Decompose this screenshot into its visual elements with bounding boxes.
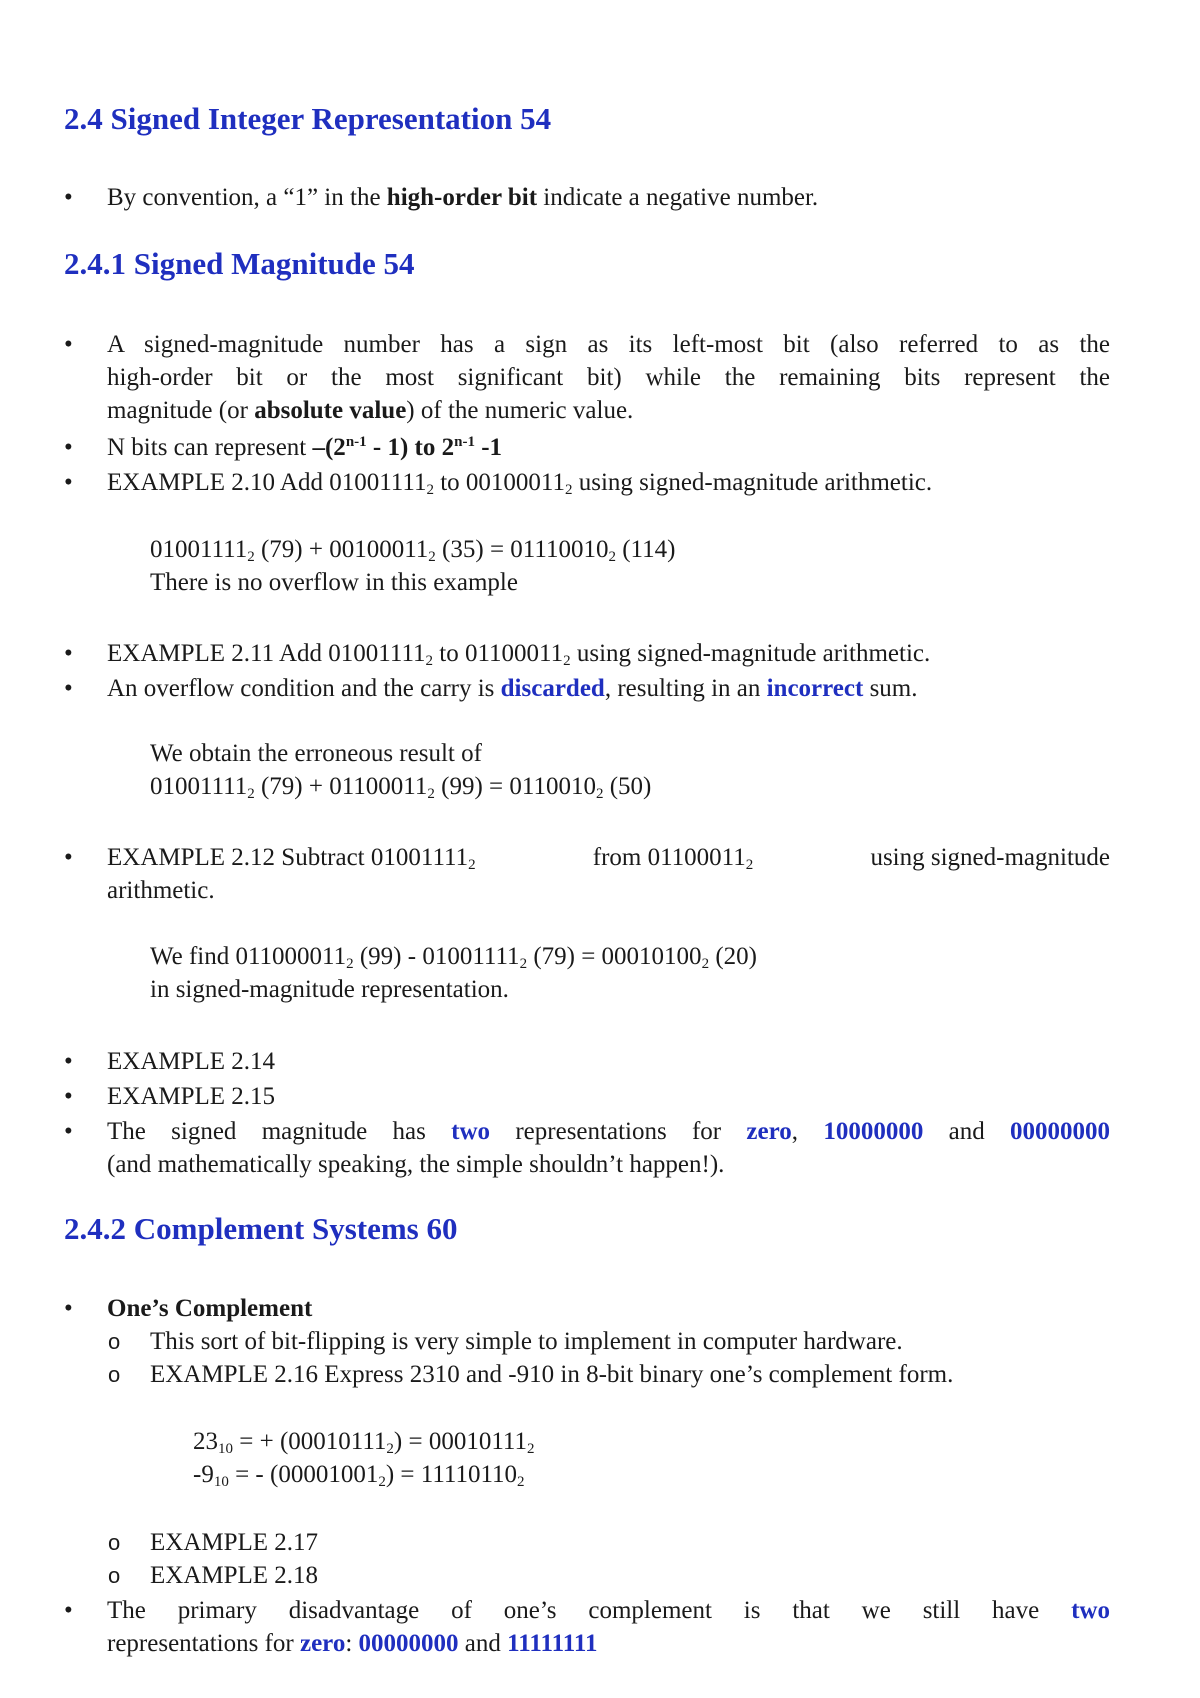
heading-2-4-2: 2.4.2 Complement Systems 60 [64,1211,458,1246]
heading-2-4: 2.4 Signed Integer Representation 54 [64,101,552,136]
sub-bullet: o [108,1329,121,1354]
sm-definition-line-3: magnitude (or absolute value) of the numeric value. [107,397,634,424]
disadvantage-line-2: representations for zero: 00000000 and 11111111 [107,1630,598,1657]
bullet: • [64,1118,73,1145]
sm-definition-line-2: high-order bit or the most significant bit) while the remaining bits represent the [107,364,1110,391]
bullet: • [64,675,73,702]
bullet: • [64,1083,73,1110]
example-2-15: EXAMPLE 2.15 [107,1083,276,1110]
erroneous-line-1: We obtain the erroneous result of [150,740,482,767]
ones-complement-title: One’s Complement [107,1295,313,1322]
erroneous-calc: $01001111_2$ $(79) + 01100011_2$ $(99) = 0110010_2$ (50) [150,773,652,802]
ones-bit-flipping: This sort of bit-flipping is very simple to implement in computer hardware. [150,1328,903,1355]
bullet: • [64,1048,73,1075]
bullet: • [64,184,73,211]
sm-definition-line-1: A signed-magnitude number has a sign as its left-most bit (also referred to as the [107,331,1110,358]
bullet: • [64,331,73,358]
example-2-14: EXAMPLE 2.14 [107,1048,276,1075]
example-2-11-text: EXAMPLE 2.11 Add $01001111_2$ to $01100011_2$ using signed-magnitude arithmetic. [107,640,931,669]
two-zeros-line-2: (and mathematically speaking, the simple shouldn’t happen!). [107,1151,725,1178]
bullet: • [64,434,73,461]
example-2-10-calc: $01001111_2$ $(79) + 00100011_2$ $(35) = 01110010_2$ (114) [150,536,676,565]
bullet: • [64,1597,73,1624]
example-2-16-text: EXAMPLE 2.16 Express 2310 and -910 in 8-bit binary one’s complement form. [150,1361,954,1388]
example-2-12-line-2: arithmetic. [107,877,215,904]
example-2-16-calc-1: $23_{10}$ = + $(00010111_2) = 00010111_2$ [193,1428,535,1457]
example-2-10-text: EXAMPLE 2.10 Add $01001111_2$ to $00100011_2$ using signed-magnitude arithmetic. [107,469,933,498]
sub-bullet: o [108,1362,121,1387]
convention-text: By convention, a “1” in the high-order bit indicate a negative number. [107,184,819,211]
example-2-10-note: There is no overflow in this example [150,569,518,596]
example-2-16-calc-2: $-9_{10}$ = - $(00001001_2) = 11110110_2$ [193,1461,525,1490]
overflow-text: An overflow condition and the carry is discarded, resulting in an incorrect sum. [107,675,918,702]
example-2-17: EXAMPLE 2.17 [150,1529,319,1556]
example-2-12-calc-line-2: in signed-magnitude representation. [150,976,509,1003]
bullet: • [64,469,73,496]
example-2-12-calc: We find $011000011_2$ $(99) - 01001111_2$ $(79) = 00010100_2$ (20) [150,943,757,972]
example-2-12-line-1: EXAMPLE 2.12 Subtract $01001111_2$ from $01100011_2$ using signed-magnitude [107,844,1110,873]
bullet: • [64,844,73,871]
two-zeros-line-1: The signed magnitude has two representations for zero, 10000000 and 00000000 [107,1118,1110,1145]
range-text: N bits can represent –(2$^{n-1}$ - 1) to 2$^{n-1}$ -1 [107,434,503,461]
example-2-18: EXAMPLE 2.18 [150,1562,319,1589]
sub-bullet: o [108,1530,121,1555]
bullet: • [64,1295,73,1322]
bullet: • [64,640,73,667]
heading-2-4-1: 2.4.1 Signed Magnitude 54 [64,246,415,281]
disadvantage-line-1: The primary disadvantage of one’s complement is that we still have two [107,1597,1110,1624]
sub-bullet: o [108,1563,121,1588]
